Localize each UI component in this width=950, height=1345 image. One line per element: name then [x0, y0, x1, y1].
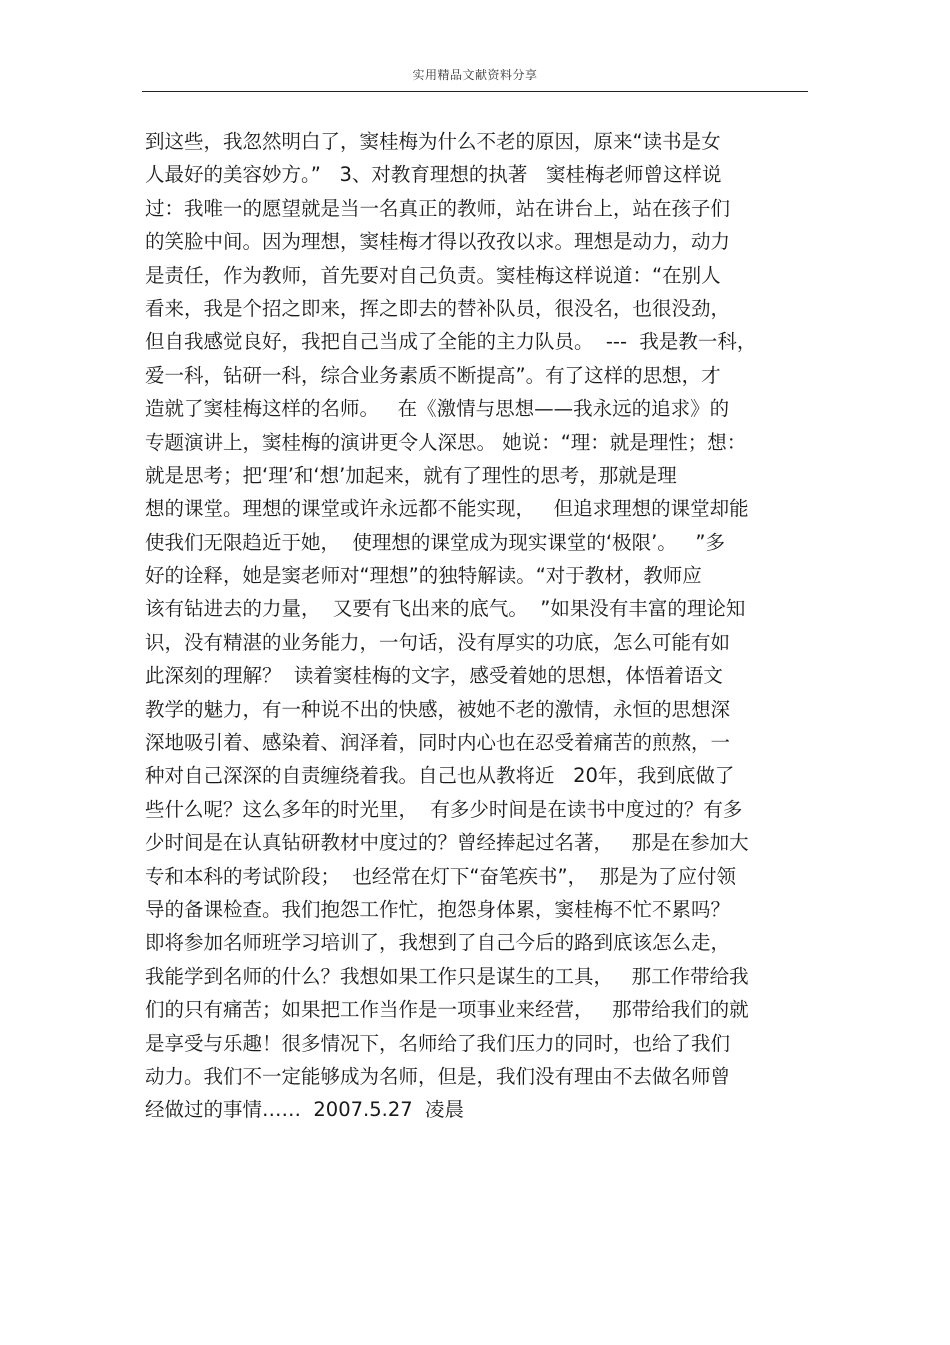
text-line: 的笑脸中间。因为理想，窦桂梅才得以孜孜以求。理想是动力，动力	[145, 230, 731, 254]
text-line: 专和本科的考试阶段； 也经常在灯下“奋笔疾书”， 那是为了应付领	[145, 864, 736, 888]
text-line: 我能学到名师的什么？我想如果工作只是谋生的工具， 那工作带给我	[145, 964, 749, 988]
text-line: 该有钻进去的力量， 又要有飞出来的底气。 ”如果没有丰富的理论知	[145, 597, 746, 621]
document-body	[145, 125, 845, 1127]
text-line: 使我们无限趋近于她， 使理想的课堂成为现实课堂的‘极限’。 ”多	[145, 530, 725, 554]
text-line: 人最好的美容妙方。” 3、对教育理想的执著 窦桂梅老师曾这样说	[145, 163, 722, 187]
text-line: 到这些，我忽然明白了，窦桂梅为什么不老的原因，原来“读书是女	[145, 130, 721, 153]
text-line: 此深刻的理解？ 读着窦桂梅的文字，感受着她的思想，体悟着语文	[145, 664, 723, 688]
text-line: 就是思考；把‘理’和‘想’加起来，就有了理性的思考，那就是理	[145, 463, 677, 487]
text-line: 少时间是在认真钻研教材中度过的？曾经捧起过名著， 那是在参加大	[145, 831, 749, 855]
text-line: 识，没有精湛的业务能力，一句话，没有厚实的功底，怎么可能有如	[145, 630, 731, 654]
header-divider	[142, 91, 808, 92]
text-line: 专题演讲上，窦桂梅的演讲更令人深思。 她说：“理：就是理性；想：	[145, 430, 747, 454]
text-line: 但自我感觉良好，我把自己当成了全能的主力队员。 --- 我是教一科，	[145, 330, 757, 354]
text-line: 们的只有痛苦；如果把工作当作是一项事业来经营， 那带给我们的就	[145, 998, 749, 1022]
text-line: 是责任，作为教师，首先要对自己负责。窦桂梅这样说道：“在别人	[145, 263, 721, 287]
page-header: 实用精品文献资料分享	[412, 68, 538, 82]
text-line: 想的课堂。理想的课堂或许永远都不能实现， 但追求理想的课堂却能	[145, 497, 749, 521]
text-line: 深地吸引着、感染着、润泽着，同时内心也在忍受着痛苦的煎熬，一	[145, 731, 731, 755]
text-line: 教学的魅力，有一种说不出的快感，被她不老的激情，永恒的思想深	[145, 697, 731, 721]
text-line: 造就了窦桂梅这样的名师。 在《激情与思想——我永远的追求》的	[145, 397, 730, 421]
text-line: 是享受与乐趣！很多情况下，名师给了我们压力的同时，也给了我们	[145, 1031, 731, 1055]
text-line: 爱一科，钻研一科，综合业务素质不断提高”。有了这样的思想，才	[145, 363, 721, 387]
text-line: 种对自己深深的自责缠绕着我。自己也从教将近 20年，我到底做了	[145, 764, 735, 788]
text-line: 导的备课检查。我们抱怨工作忙，抱怨身体累，窦桂梅不忙不累吗？	[145, 897, 731, 921]
text-line: 好的诠释，她是窦老师对“理想”的独特解读。“对于教材，教师应	[145, 564, 702, 588]
text-line: 即将参加名师班学习培训了，我想到了自己今后的路到底该怎么走，	[145, 931, 731, 955]
text-line: 过：我唯一的愿望就是当一名真正的教师，站在讲台上，站在孩子们	[145, 196, 731, 220]
text-line: 看来，我是个招之即来，挥之即去的替补队员，很没名，也很没劲，	[145, 296, 731, 320]
text-line: 动力。我们不一定能够成为名师，但是，我们没有理由不去做名师曾	[145, 1064, 731, 1088]
text-line: 经做过的事情…… 2007.5.27 凌晨	[145, 1098, 465, 1122]
text-line: 些什么呢？这么多年的时光里， 有多少时间是在读书中度过的？有多	[145, 797, 743, 821]
